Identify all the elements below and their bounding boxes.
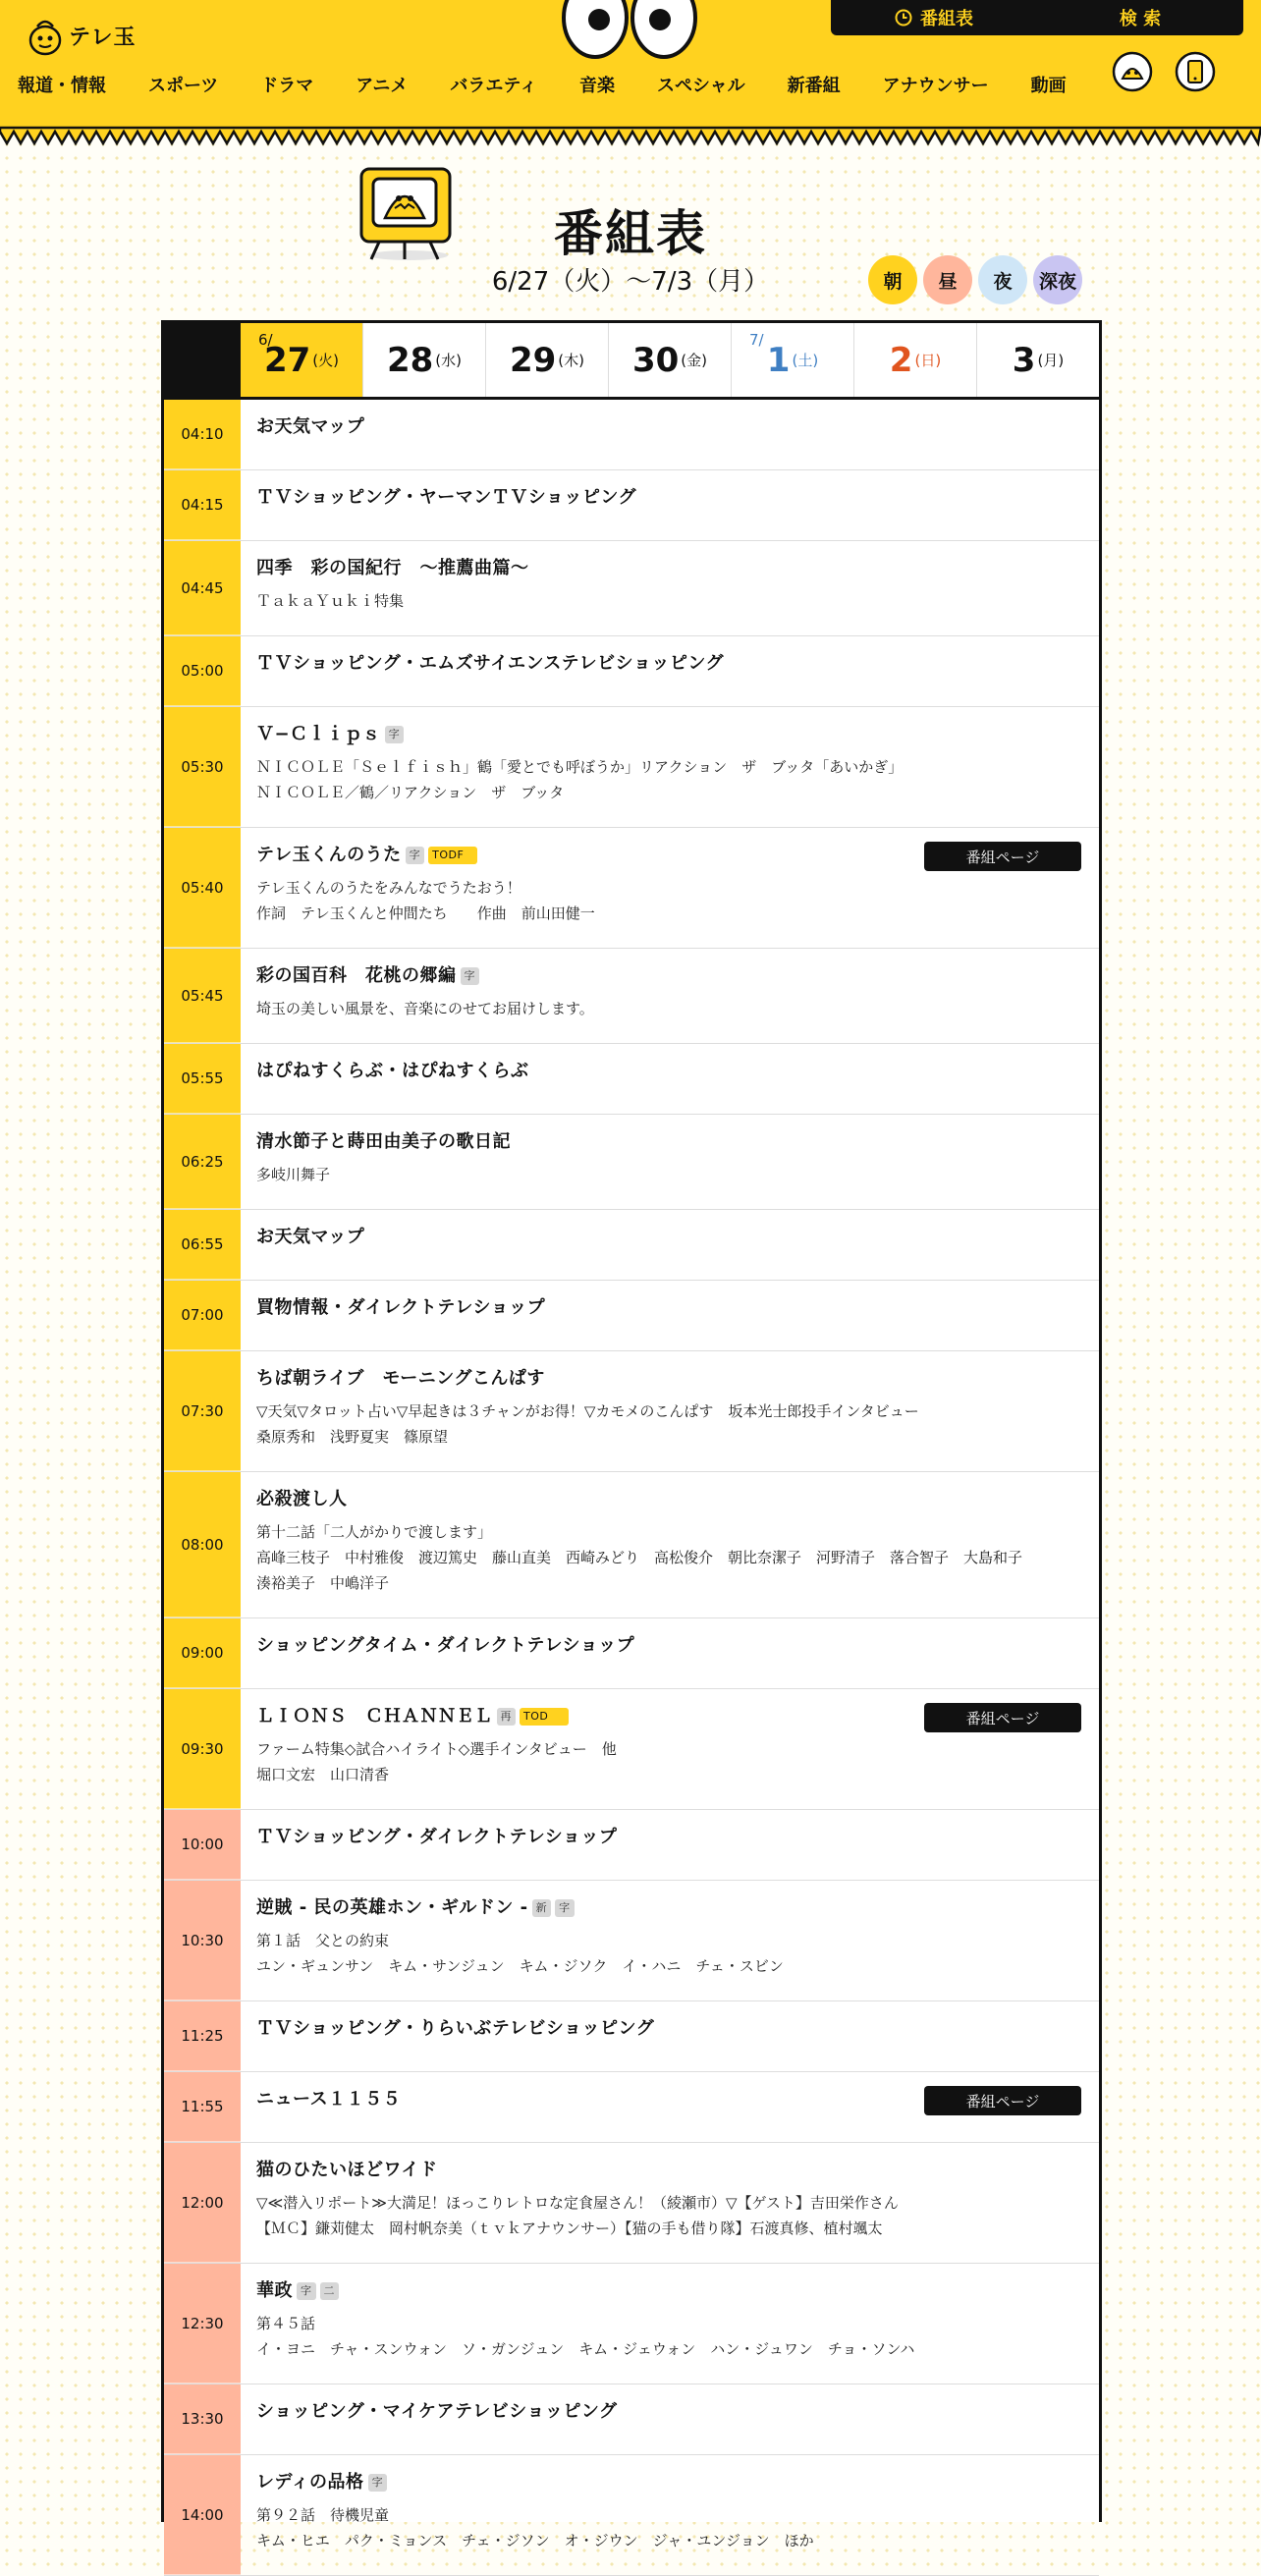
day-tab-weekday: (日) — [914, 352, 942, 369]
program-description — [256, 1162, 1081, 1187]
program-row — [164, 2001, 1099, 2072]
program-time: 11:55 — [164, 2072, 241, 2142]
program-page-button[interactable]: 番組ページ — [924, 2086, 1081, 2115]
program-cell[interactable] — [241, 1281, 1099, 1350]
program-cell[interactable] — [241, 470, 1099, 540]
program-cell[interactable] — [241, 1810, 1099, 1880]
program-row — [164, 949, 1099, 1044]
program-title-line — [256, 1826, 1081, 1849]
program-title-line — [256, 652, 1081, 676]
program-cell[interactable] — [241, 400, 1099, 469]
program-row — [164, 1281, 1099, 1351]
program-row — [164, 1210, 1099, 1281]
program-row — [164, 1472, 1099, 1618]
program-title-line — [256, 486, 1081, 510]
program-cell[interactable] — [241, 1351, 1099, 1471]
program-page-button[interactable]: 番組ページ — [924, 1703, 1081, 1732]
search-link[interactable] — [1037, 5, 1243, 30]
program-row — [164, 1044, 1099, 1115]
program-time: 12:30 — [164, 2264, 241, 2384]
program-time: 11:25 — [164, 2001, 241, 2071]
program-time: 12:00 — [164, 2143, 241, 2263]
program-title: 猫のひたいほどワイド — [256, 2160, 438, 2180]
nav-special[interactable]: スペシャル — [656, 76, 745, 96]
program-cell[interactable] — [241, 1472, 1099, 1617]
program-description-line: ファーム特集◇試合ハイライト◇選手インタビュー 他 — [256, 1740, 617, 1758]
program-time: 05:00 — [164, 636, 241, 706]
mascot-eyes-icon — [556, 0, 703, 61]
program-cell[interactable] — [241, 2072, 1099, 2142]
program-row — [164, 2264, 1099, 2384]
program-description-line: 作詞 テレ玉くんと仲間たち 作曲 前山田健一 — [256, 904, 595, 922]
program-badge: 字 — [368, 2474, 388, 2492]
program-row — [164, 1810, 1099, 1881]
program-description-line: 【ＭＣ】鎌苅健太 岡村帆奈美（ｔｖｋアナウンサー）【猫の手も借り隊】石渡真修、植村颯太 — [256, 2220, 883, 2237]
main-nav — [18, 65, 1098, 104]
day-tab-date: 1 — [766, 340, 791, 380]
program-description-line: ＮＩＣＯＬＥ「Ｓｅｌｆｉｓｈ」鶴「愛とでも呼ぼうか」リアクション ザ ブッタ「あいかぎ」 — [256, 758, 904, 776]
program-row — [164, 636, 1099, 707]
program-title: ＴＶショッピング・ヤーマンＴＶショッピング — [256, 487, 637, 508]
program-row — [164, 707, 1099, 828]
nav-news[interactable]: 報道・情報 — [18, 76, 106, 96]
program-row — [164, 828, 1099, 949]
nav-music[interactable]: 音楽 — [578, 76, 615, 96]
program-cell[interactable] — [241, 2384, 1099, 2454]
day-tab-month: 6/ — [258, 331, 273, 349]
program-cell[interactable] — [241, 949, 1099, 1043]
program-time: 05:30 — [164, 707, 241, 827]
tele-tama-bird-icon[interactable] — [1112, 51, 1153, 92]
program-title: はぴねすくらぶ・はぴねすくらぶ — [256, 1061, 529, 1081]
nav-sports[interactable]: スポーツ — [148, 76, 219, 96]
program-badge: 字 — [555, 1899, 575, 1917]
program-cell[interactable] — [241, 2455, 1099, 2575]
tele-tama-mascot-icon — [27, 15, 63, 56]
program-badge: TOD — [520, 1708, 569, 1726]
program-title-line — [256, 1634, 1081, 1658]
program-time: 08:00 — [164, 1472, 241, 1617]
day-tabs — [164, 323, 1099, 400]
program-title-line — [256, 1488, 1081, 1511]
nav-anime[interactable]: アニメ — [356, 76, 409, 96]
program-title: お天気マップ — [256, 1227, 365, 1247]
logo-text: テレ玉 — [69, 25, 137, 50]
program-time: 10:00 — [164, 1810, 241, 1880]
program-guide-link[interactable] — [831, 5, 1037, 30]
program-title: テレ玉くんのうた — [256, 845, 402, 865]
program-cell[interactable] — [241, 707, 1099, 827]
program-title: 買物情報・ダイレクトテレショップ — [256, 1297, 546, 1318]
program-description-line: 桑原秀和 浅野夏実 篠原望 — [256, 1428, 449, 1446]
program-title: 必殺渡し人 — [256, 1489, 348, 1509]
program-description — [256, 1736, 1081, 1787]
day-tab-date: 2 — [889, 340, 913, 380]
program-description — [256, 2190, 1081, 2241]
tod-night-button[interactable]: 夜 — [978, 255, 1027, 304]
program-description — [256, 996, 1081, 1021]
program-description-line: 第４５話 — [256, 2315, 316, 2332]
utility-bar — [831, 0, 1243, 35]
day-tab-weekday: (火) — [312, 352, 340, 369]
schedule-table — [161, 320, 1102, 2549]
program-description-line: 湊裕美子 中嶋洋子 — [256, 1574, 390, 1592]
site-logo[interactable] — [27, 14, 137, 57]
program-title: ＴＶショッピング・りらいぶテレビショッピング — [256, 2018, 655, 2039]
day-tab-1[interactable] — [731, 323, 853, 397]
program-description — [256, 1398, 1081, 1450]
program-row — [164, 1351, 1099, 1472]
nav-new-programs[interactable]: 新番組 — [787, 76, 841, 96]
program-title: レディの品格 — [256, 2472, 364, 2493]
program-title: ちば朝ライブ モーニングこんぱす — [256, 1368, 545, 1389]
program-title-line — [256, 1367, 1081, 1391]
program-description — [256, 875, 1081, 926]
program-description-line: ▽天気▽タロット占い▽早起きは３チャンがお得！▽カモメのこんぱす 坂本光士郎投手インタビュー — [256, 1402, 919, 1420]
day-tab-date: 28 — [386, 340, 434, 380]
program-row — [164, 1618, 1099, 1689]
program-time: 05:55 — [164, 1044, 241, 1114]
program-badge: 新 — [532, 1899, 552, 1917]
program-cell[interactable] — [241, 541, 1099, 635]
program-row — [164, 541, 1099, 636]
program-row — [164, 470, 1099, 541]
program-time: 14:00 — [164, 2455, 241, 2575]
program-row — [164, 1689, 1099, 1810]
program-title-line — [256, 2017, 1081, 2041]
program-time: 05:45 — [164, 949, 241, 1043]
day-tab-2[interactable] — [853, 323, 976, 397]
program-time: 09:00 — [164, 1618, 241, 1688]
program-cell[interactable] — [241, 1210, 1099, 1280]
program-time: 06:55 — [164, 1210, 241, 1280]
program-row — [164, 2455, 1099, 2576]
program-title-line — [256, 2159, 1081, 2182]
program-description-line: ▽≪潜入リポート≫大満足！ほっこりレトロな定食屋さん！（綾瀬市）▽【ゲスト】吉田栄作さん — [256, 2194, 899, 2212]
program-title-line — [256, 723, 1081, 746]
program-badge: TODF — [428, 847, 477, 864]
program-time: 13:30 — [164, 2384, 241, 2454]
program-title: 四季 彩の国紀行 〜推薦曲篇〜 — [256, 558, 529, 578]
day-tab-30[interactable] — [608, 323, 731, 397]
program-description-line: ＴａｋａＹｕｋｉ特集 — [256, 592, 405, 610]
program-row — [164, 2384, 1099, 2455]
program-description-line: 埼玉の美しい風景を、音楽にのせてお届けします。 — [256, 1000, 594, 1017]
program-title-line — [256, 1060, 1081, 1083]
day-tab-date: 29 — [509, 340, 557, 380]
program-badge: 字 — [297, 2282, 316, 2300]
day-tab-date: 3 — [1012, 340, 1036, 380]
program-title-line — [256, 2471, 1081, 2494]
program-row — [164, 1115, 1099, 1210]
time-of-day-selector — [868, 255, 1082, 304]
program-title: ショッピング・マイケアテレビショッピング — [256, 2401, 618, 2422]
program-title: 華政 — [256, 2280, 293, 2301]
day-tab-date: 30 — [631, 340, 680, 380]
program-description — [256, 588, 1081, 614]
date-range: 6/27（火）〜7/3（月） — [491, 267, 770, 297]
program-title: お天気マップ — [256, 416, 365, 437]
program-title: 彩の国百科 花桃の郷編 — [256, 965, 457, 986]
program-title-line — [256, 1296, 1081, 1320]
clock-icon — [895, 9, 912, 27]
program-row — [164, 1881, 1099, 2001]
day-tab-28[interactable] — [362, 323, 485, 397]
program-row — [164, 2143, 1099, 2264]
program-cell[interactable] — [241, 1689, 1099, 1809]
program-cell[interactable] — [241, 1618, 1099, 1688]
program-time: 06:25 — [164, 1115, 241, 1209]
program-time: 04:15 — [164, 470, 241, 540]
program-title: ショッピングタイム・ダイレクトテレショップ — [256, 1635, 635, 1656]
program-description — [256, 1519, 1081, 1596]
program-title: 清水節子と蒔田由美子の歌日記 — [256, 1131, 511, 1152]
program-title-line — [256, 1130, 1081, 1154]
program-title-line — [256, 415, 1081, 439]
day-tab-3[interactable] — [976, 323, 1099, 397]
day-tab-29[interactable] — [485, 323, 608, 397]
program-badge: 二 — [320, 2282, 340, 2300]
program-title-line — [256, 964, 1081, 988]
program-list — [164, 400, 1099, 2576]
program-description-line: 第十二話「二人がかりで渡します」 — [256, 1523, 493, 1541]
program-title-line — [256, 1226, 1081, 1249]
program-page-button[interactable]: 番組ページ — [924, 842, 1081, 871]
app-phone-icon[interactable] — [1175, 51, 1216, 92]
header-zigzag-edge — [0, 128, 1261, 149]
program-cell[interactable] — [241, 1115, 1099, 1209]
program-description — [256, 754, 1081, 805]
program-badge: 再 — [497, 1708, 517, 1726]
program-guide-label: 番組表 — [920, 9, 973, 29]
program-cell[interactable] — [241, 636, 1099, 706]
program-description — [256, 2311, 1081, 2362]
program-description-line: ＮＩＣＯＬＥ／鶴／リアクション ザ ブッタ — [256, 784, 565, 801]
nav-icon-group — [1112, 51, 1216, 92]
program-title: ＬＩＯＮＳ ＣＨＡＮＮＥＬ — [256, 1706, 493, 1726]
program-time: 07:00 — [164, 1281, 241, 1350]
day-tab-weekday: (金) — [681, 352, 708, 369]
program-description-line: テレ玉くんのうたをみんなでうたおう！ — [256, 879, 521, 897]
day-tab-weekday: (月) — [1037, 352, 1065, 369]
program-cell[interactable] — [241, 1044, 1099, 1114]
program-title-line — [256, 2279, 1081, 2303]
search-label: 検 索 — [1119, 9, 1162, 29]
program-time: 07:30 — [164, 1351, 241, 1471]
program-description-line: 高峰三枝子 中村雅俊 渡辺篤史 藤山直美 西崎みどり 高松俊介 朝比奈潔子 河野清子 落合智子 大島和子 — [256, 1549, 1023, 1566]
program-time: 05:40 — [164, 828, 241, 948]
program-title-line — [256, 1896, 1081, 1920]
program-description-line: 堀口文宏 山口清香 — [256, 1766, 390, 1783]
program-description-line: ユン・ギュンサン キム・サンジュン キム・ジソク イ・ハニ チェ・スビン — [256, 1957, 784, 1975]
program-badge: 字 — [385, 726, 405, 743]
program-cell[interactable] — [241, 2264, 1099, 2384]
page-title: 番組表 — [554, 205, 707, 262]
program-cell[interactable] — [241, 1881, 1099, 2001]
program-title: ニュース１１５５ — [256, 2089, 402, 2110]
program-row — [164, 400, 1099, 470]
day-tab-27[interactable] — [241, 323, 362, 397]
program-title: ＴＶショッピング・ダイレクトテレショップ — [256, 1827, 618, 1847]
program-description-line: 第１話 父との約束 — [256, 1932, 390, 1949]
day-tab-weekday: (水) — [435, 352, 463, 369]
program-title-line — [256, 557, 1081, 580]
program-description-line: イ・ヨニ チャ・スンウォン ソ・ガンジュン キム・ジェウォン ハン・ジュワン チョ・ソンハ — [256, 2340, 915, 2358]
program-title-line — [256, 2400, 1081, 2424]
day-tabs-corner — [164, 323, 241, 397]
program-description-line: キム・ヒエ パク・ミョンス チェ・ジソン オ・ジウン ジャ・ユンジョン ほか — [256, 2532, 814, 2549]
program-time: 10:30 — [164, 1881, 241, 2001]
program-time: 09:30 — [164, 1689, 241, 1809]
nav-videos[interactable]: 動画 — [1030, 76, 1067, 96]
program-cell[interactable] — [241, 828, 1099, 948]
nav-drama[interactable]: ドラマ — [260, 76, 314, 96]
nav-announcers[interactable]: アナウンサー — [882, 76, 989, 96]
site-header — [0, 0, 1261, 132]
program-description — [256, 2502, 1081, 2553]
program-description-line: 多岐川舞子 — [256, 1166, 331, 1183]
program-cell[interactable] — [241, 2143, 1099, 2263]
program-description-line: 第９２話 待機児童 — [256, 2506, 390, 2524]
program-cell[interactable] — [241, 2001, 1099, 2071]
day-tab-weekday: (土) — [792, 352, 819, 369]
program-title: 逆賊 - 民の英雄ホン・ギルドン - — [256, 1897, 528, 1918]
tod-late-night-button[interactable]: 深夜 — [1033, 255, 1082, 304]
program-time: 04:10 — [164, 400, 241, 469]
tod-noon-button[interactable]: 昼 — [923, 255, 972, 304]
program-badge: 字 — [406, 847, 425, 864]
program-title: Ｖ−Ｃｌｉｐｓ — [256, 724, 381, 744]
day-tab-date: 27 — [263, 340, 311, 380]
program-description — [256, 1928, 1081, 1979]
program-time: 04:45 — [164, 541, 241, 635]
nav-variety[interactable]: バラエティ — [450, 76, 537, 96]
day-tab-weekday: (木) — [558, 352, 585, 369]
program-title: ＴＶショッピング・エムズサイエンステレビショッピング — [256, 653, 724, 674]
program-badge: 字 — [461, 967, 480, 985]
tod-morning-button[interactable]: 朝 — [868, 255, 917, 304]
program-row — [164, 2072, 1099, 2143]
day-tab-month: 7/ — [749, 331, 764, 349]
